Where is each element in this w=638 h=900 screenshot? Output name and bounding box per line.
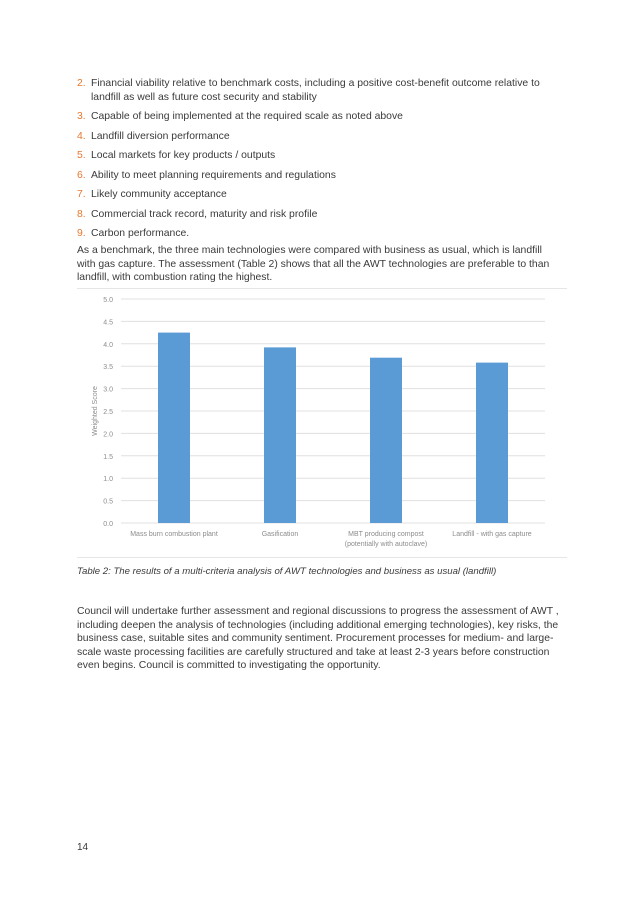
- x-tick-label: Landfill - with gas capture: [452, 531, 532, 538]
- intro-paragraph: As a benchmark, the three main technologies were compared with business as usual, which is landfill with gas capture. The assessment (Table 2) shows that all the AWT technologies are preferable to than landfill, with combustion rating the highest.: [77, 245, 550, 283]
- chart-top-border: [77, 288, 567, 289]
- bar: [476, 363, 508, 523]
- y-tick-label: 4.5: [103, 319, 113, 327]
- y-tick-label: 2.0: [103, 431, 113, 439]
- x-tick-label: (potentially with autoclave): [344, 541, 428, 548]
- bar-chart: [77, 288, 567, 558]
- list-item: [77, 208, 567, 222]
- list-number: 3.: [77, 111, 86, 122]
- y-tick-label: 0.0: [103, 521, 113, 528]
- y-tick-label: 1.5: [103, 453, 113, 461]
- list-item: [77, 227, 567, 241]
- list-number: 2.: [77, 78, 86, 89]
- y-tick-label: 3.5: [103, 364, 113, 372]
- list-item: [77, 169, 567, 183]
- x-tick-label: Gasification: [261, 531, 299, 538]
- list-text: Ability to meet planning requirements and regulations: [91, 169, 336, 181]
- y-tick-label: 5.0: [103, 297, 113, 304]
- list-text: Landfill diversion performance: [91, 130, 230, 142]
- y-axis-label: Weighted Score: [92, 386, 99, 436]
- page-number: 14: [77, 842, 89, 853]
- list-item: [77, 130, 567, 144]
- list-text: Likely community acceptance: [91, 189, 227, 200]
- list-number: 6.: [77, 169, 86, 181]
- y-tick-label: 3.0: [103, 386, 113, 394]
- y-tick-label: 4.0: [103, 341, 113, 349]
- x-tick-label: MBT producing compost: [348, 531, 424, 538]
- list-text: Commercial track record, maturity and risk profile: [91, 208, 318, 220]
- closing-paragraph: Council will undertake further assessment and regional discussions to progress the assessment of AWT , including deepen the analysis of technologies (including additional emerging technologies), key risks, the business case, suitable sites and community sentiment. Procurement processes for medium- and large-scale waste processing facilities are carefully structured and take at least 2-3 years before construction even begins. Council is committed to investigating the opportunity.: [77, 606, 559, 671]
- chart-bottom-border: [77, 557, 567, 558]
- list-number: 7.: [77, 189, 86, 200]
- criteria-list: [77, 77, 567, 247]
- x-tick-label: Mass burn combustion plant: [130, 531, 218, 538]
- bar: [370, 358, 402, 523]
- list-number: 4.: [77, 130, 86, 142]
- bar: [264, 347, 296, 523]
- list-text: Local markets for key products / outputs: [91, 150, 276, 161]
- list-text: Carbon performance.: [91, 228, 190, 239]
- table-caption: Table 2: The results of a multi-criteria analysis of AWT technologies and business as usual (landfill): [77, 566, 497, 577]
- list-number: 8.: [77, 208, 86, 220]
- list-item: [77, 77, 567, 104]
- list-item: [77, 149, 567, 163]
- y-tick-label: 0.5: [103, 498, 113, 506]
- list-number: 9.: [77, 228, 86, 239]
- bar: [158, 333, 190, 523]
- y-tick-label: 1.0: [103, 476, 113, 484]
- list-item: [77, 110, 567, 124]
- chart-svg: [77, 288, 567, 558]
- list-text: Financial viability relative to benchmark costs, including a positive cost-benefit outcome relative to landfill as well as future cost security and stability: [91, 78, 540, 103]
- list-item: [77, 188, 567, 202]
- y-tick-label: 2.5: [103, 409, 113, 416]
- list-number: 5.: [77, 150, 86, 161]
- list-text: Capable of being implemented at the required scale as noted above: [91, 111, 403, 122]
